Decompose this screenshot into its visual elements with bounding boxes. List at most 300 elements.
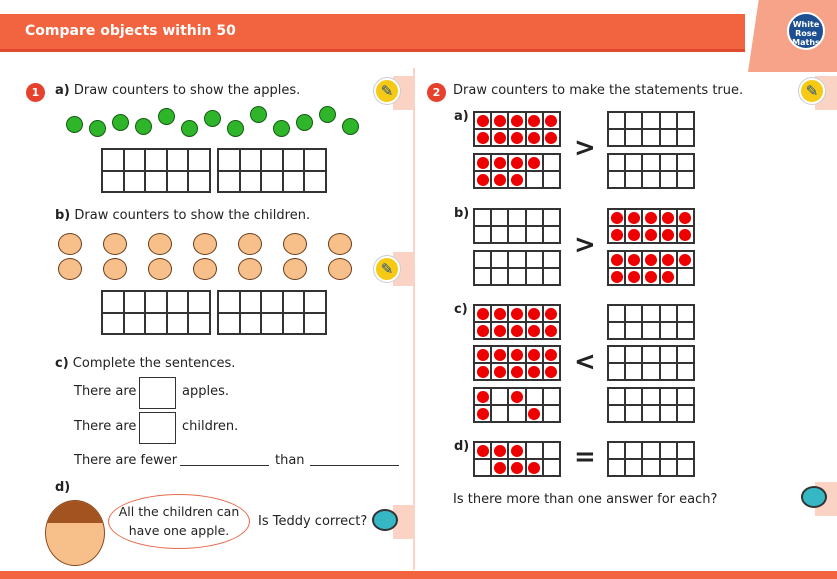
ten-frame-cell[interactable] xyxy=(625,305,642,322)
ten-frame-cell[interactable] xyxy=(660,209,677,226)
ten-frame-cell[interactable] xyxy=(642,322,659,339)
ten-frame-cell[interactable] xyxy=(526,129,543,146)
ten-frame-cell[interactable] xyxy=(608,305,625,322)
teddy-character xyxy=(45,500,105,566)
ten-frame-cell[interactable] xyxy=(474,442,491,459)
counter xyxy=(645,271,657,283)
ten-frame-cell[interactable] xyxy=(608,459,625,476)
ten-frame-cell[interactable] xyxy=(491,154,508,171)
counter xyxy=(645,254,657,266)
counter xyxy=(477,445,489,457)
ten-frame-cell[interactable] xyxy=(526,442,543,459)
apples-answer-box[interactable] xyxy=(139,377,176,409)
children-answer-box[interactable] xyxy=(139,412,176,444)
counter xyxy=(511,366,523,378)
ten-frame-cell[interactable] xyxy=(102,313,124,335)
ten-frame-cell[interactable] xyxy=(240,149,262,171)
ten-frame-cell[interactable] xyxy=(508,388,525,405)
ten-frame-cell[interactable] xyxy=(491,268,508,285)
counter xyxy=(494,174,506,186)
ten-frame-cell[interactable] xyxy=(145,171,167,193)
ten-frame-cell[interactable] xyxy=(677,171,694,188)
ten-frame-cell[interactable] xyxy=(526,388,543,405)
ten-frame-cell[interactable] xyxy=(625,112,642,129)
ten-frame-cell[interactable] xyxy=(543,129,560,146)
ten-frame[interactable] xyxy=(473,250,561,286)
ten-frame-cell[interactable] xyxy=(526,459,543,476)
ten-frame-cell[interactable] xyxy=(660,268,677,285)
ten-frame-cell[interactable] xyxy=(543,405,560,422)
ten-frame[interactable] xyxy=(607,441,695,477)
ten-frame-cell[interactable] xyxy=(526,226,543,243)
ten-frame-cell[interactable] xyxy=(642,305,659,322)
ten-frame-cell[interactable] xyxy=(642,268,659,285)
ten-frame-cell[interactable] xyxy=(304,149,326,171)
ten-frame-cell[interactable] xyxy=(474,129,491,146)
ten-frame-cell[interactable] xyxy=(677,346,694,363)
ten-frame-cell[interactable] xyxy=(188,313,210,335)
logo-text: Maths xyxy=(792,38,820,47)
ten-frame-cell[interactable] xyxy=(642,112,659,129)
q1b-label: b) xyxy=(55,208,71,223)
ten-frame-cell[interactable] xyxy=(642,226,659,243)
q1c-label: c) xyxy=(55,356,69,371)
ten-frame-cell[interactable] xyxy=(526,171,543,188)
ten-frame-cell[interactable] xyxy=(145,313,167,335)
ten-frame[interactable] xyxy=(473,153,561,189)
ten-frame-cell[interactable] xyxy=(491,112,508,129)
q2-part-label: a) xyxy=(454,109,469,124)
counter xyxy=(477,132,489,144)
counter xyxy=(528,325,540,337)
ten-frame-cell[interactable] xyxy=(543,251,560,268)
ten-frame-cell[interactable] xyxy=(677,305,694,322)
ten-frame-cell[interactable] xyxy=(188,171,210,193)
sentence-3-mid: than xyxy=(275,453,305,468)
counter xyxy=(679,229,691,241)
ten-frame-cell[interactable] xyxy=(642,405,659,422)
ten-frame-cell[interactable] xyxy=(283,171,305,193)
counter xyxy=(528,366,540,378)
ten-frame-cell[interactable] xyxy=(508,405,525,422)
ten-frame-cell[interactable] xyxy=(508,305,525,322)
ten-frame[interactable] xyxy=(607,345,695,381)
ten-frame-cell[interactable] xyxy=(508,171,525,188)
ten-frame-cell[interactable] xyxy=(660,442,677,459)
ten-frame-cell[interactable] xyxy=(642,251,659,268)
ten-frame-cell[interactable] xyxy=(608,388,625,405)
pencil-icon: ✎ xyxy=(374,256,400,282)
ten-frame-cell[interactable] xyxy=(102,149,124,171)
ten-frame[interactable] xyxy=(607,111,695,147)
ten-frame-cell[interactable] xyxy=(474,112,491,129)
ten-frame-cell[interactable] xyxy=(677,405,694,422)
ten-frame-cell[interactable] xyxy=(608,268,625,285)
ten-frame-cell[interactable] xyxy=(608,442,625,459)
ten-frame-cell[interactable] xyxy=(543,112,560,129)
apple-icon xyxy=(273,120,290,137)
pencil-icon: ✎ xyxy=(799,78,825,104)
ten-frame[interactable] xyxy=(217,290,327,335)
counter xyxy=(528,408,540,420)
discussion-icon xyxy=(801,486,827,508)
ten-frame[interactable] xyxy=(473,208,561,244)
ten-frame-cell[interactable] xyxy=(660,322,677,339)
counter xyxy=(494,462,506,474)
ten-frame-cell[interactable] xyxy=(508,209,525,226)
ten-frame-cell[interactable] xyxy=(660,459,677,476)
ten-frame-cell[interactable] xyxy=(526,251,543,268)
ten-frame-cell[interactable] xyxy=(625,388,642,405)
ten-frame-cell[interactable] xyxy=(508,346,525,363)
child-face-icon xyxy=(58,258,82,280)
ten-frame-cell[interactable] xyxy=(526,363,543,380)
ten-frame-cell[interactable] xyxy=(608,209,625,226)
counter xyxy=(545,349,557,361)
ten-frame[interactable] xyxy=(607,153,695,189)
ten-frame-cell[interactable] xyxy=(474,388,491,405)
page-title: Compare objects within 50 xyxy=(25,23,236,39)
ten-frame-cell[interactable] xyxy=(474,154,491,171)
ten-frame-cell[interactable] xyxy=(218,291,240,313)
counter xyxy=(477,391,489,403)
child-face-icon xyxy=(328,233,352,255)
counter xyxy=(511,349,523,361)
ten-frame-cell[interactable] xyxy=(526,268,543,285)
ten-frame-cell[interactable] xyxy=(608,154,625,171)
ten-frame-cell[interactable] xyxy=(474,171,491,188)
ten-frame-cell[interactable] xyxy=(474,322,491,339)
ten-frame-cell[interactable] xyxy=(660,154,677,171)
ten-frame-cell[interactable] xyxy=(543,388,560,405)
ten-frame-cell[interactable] xyxy=(508,363,525,380)
ten-frame-cell[interactable] xyxy=(474,209,491,226)
ten-frame-cell[interactable] xyxy=(124,149,146,171)
ten-frame-cell[interactable] xyxy=(608,112,625,129)
counter xyxy=(477,325,489,337)
counter xyxy=(528,132,540,144)
ten-frame-cell[interactable] xyxy=(474,305,491,322)
ten-frame-cell[interactable] xyxy=(625,459,642,476)
ten-frame-cell[interactable] xyxy=(543,305,560,322)
ten-frame-cell[interactable] xyxy=(188,149,210,171)
ten-frame-cell[interactable] xyxy=(474,363,491,380)
ten-frame-cell[interactable] xyxy=(677,129,694,146)
ten-frame-cell[interactable] xyxy=(508,154,525,171)
ten-frame-cell[interactable] xyxy=(660,112,677,129)
ten-frame-cell[interactable] xyxy=(543,442,560,459)
ten-frame-cell[interactable] xyxy=(474,459,491,476)
ten-frame-cell[interactable] xyxy=(167,291,189,313)
ten-frame-cell[interactable] xyxy=(283,149,305,171)
ten-frame-cell[interactable] xyxy=(543,209,560,226)
ten-frame-cell[interactable] xyxy=(677,251,694,268)
child-face-icon xyxy=(103,258,127,280)
ten-frame-cell[interactable] xyxy=(625,226,642,243)
ten-frame-cell[interactable] xyxy=(304,313,326,335)
apple-icon xyxy=(227,120,244,137)
ten-frame[interactable] xyxy=(607,208,695,244)
counter xyxy=(662,254,674,266)
ten-frame-cell[interactable] xyxy=(508,268,525,285)
ten-frame-cell[interactable] xyxy=(491,251,508,268)
ten-frame-cell[interactable] xyxy=(642,129,659,146)
ten-frame-cell[interactable] xyxy=(677,442,694,459)
ten-frame[interactable] xyxy=(473,387,561,423)
ten-frame-cell[interactable] xyxy=(124,171,146,193)
ten-frame-cell[interactable] xyxy=(145,291,167,313)
ten-frame-cell[interactable] xyxy=(261,313,283,335)
ten-frame-cell[interactable] xyxy=(608,405,625,422)
counter xyxy=(545,366,557,378)
ten-frame-cell[interactable] xyxy=(304,291,326,313)
ten-frame-cell[interactable] xyxy=(526,209,543,226)
sentence-2-pre: There are xyxy=(74,419,137,434)
q2-part-label: c) xyxy=(454,302,468,317)
ten-frame-cell[interactable] xyxy=(642,363,659,380)
ten-frame-cell[interactable] xyxy=(491,459,508,476)
ten-frame-cell[interactable] xyxy=(608,251,625,268)
counter xyxy=(477,115,489,127)
ten-frame-cell[interactable] xyxy=(660,129,677,146)
ten-frame-cell[interactable] xyxy=(608,346,625,363)
speech-bubble: All the children can have one apple. xyxy=(108,494,250,549)
ten-frame-cell[interactable] xyxy=(660,346,677,363)
ten-frame-cell[interactable] xyxy=(491,442,508,459)
ten-frame-cell[interactable] xyxy=(474,346,491,363)
ten-frame-cell[interactable] xyxy=(677,112,694,129)
ten-frame-cell[interactable] xyxy=(261,149,283,171)
ten-frame-cell[interactable] xyxy=(677,226,694,243)
ten-frame-cell[interactable] xyxy=(608,129,625,146)
counter xyxy=(628,271,640,283)
ten-frame-cell[interactable] xyxy=(167,149,189,171)
child-face-icon xyxy=(193,233,217,255)
ten-frame-cell[interactable] xyxy=(304,171,326,193)
ten-frame-cell[interactable] xyxy=(677,154,694,171)
ten-frame-cell[interactable] xyxy=(508,226,525,243)
ten-frame-cell[interactable] xyxy=(677,363,694,380)
sentence-1-post: apples. xyxy=(182,384,229,399)
ten-frame-cell[interactable] xyxy=(642,388,659,405)
ten-frame-cell[interactable] xyxy=(167,313,189,335)
ten-frame-cell[interactable] xyxy=(474,226,491,243)
ten-frame-cell[interactable] xyxy=(677,268,694,285)
ten-frame-cell[interactable] xyxy=(543,154,560,171)
answer-line-1[interactable] xyxy=(180,465,269,466)
counter xyxy=(545,115,557,127)
apple-icon xyxy=(319,106,336,123)
ten-frame-cell[interactable] xyxy=(491,226,508,243)
ten-frame-cell[interactable] xyxy=(491,209,508,226)
counter xyxy=(545,325,557,337)
ten-frame-cell[interactable] xyxy=(642,171,659,188)
ten-frame-cell[interactable] xyxy=(642,346,659,363)
ten-frame-cell[interactable] xyxy=(526,322,543,339)
ten-frame-cell[interactable] xyxy=(625,251,642,268)
ten-frame-cell[interactable] xyxy=(124,291,146,313)
ten-frame-cell[interactable] xyxy=(526,154,543,171)
ten-frame-cell[interactable] xyxy=(543,226,560,243)
counter xyxy=(477,157,489,169)
ten-frame-cell[interactable] xyxy=(145,149,167,171)
question-number-2: 2 xyxy=(427,83,446,102)
ten-frame-cell[interactable] xyxy=(660,226,677,243)
ten-frame-cell[interactable] xyxy=(508,112,525,129)
ten-frame-cell[interactable] xyxy=(543,346,560,363)
ten-frame-cell[interactable] xyxy=(660,305,677,322)
ten-frame-cell[interactable] xyxy=(491,363,508,380)
ten-frame-cell[interactable] xyxy=(508,459,525,476)
ten-frame-cell[interactable] xyxy=(543,171,560,188)
ten-frame-cell[interactable] xyxy=(625,346,642,363)
ten-frame-cell[interactable] xyxy=(608,363,625,380)
ten-frame-cell[interactable] xyxy=(677,388,694,405)
ten-frame-cell[interactable] xyxy=(508,442,525,459)
ten-frame-cell[interactable] xyxy=(543,459,560,476)
ten-frame[interactable] xyxy=(473,345,561,381)
ten-frame-cell[interactable] xyxy=(660,388,677,405)
ten-frame-cell[interactable] xyxy=(625,442,642,459)
ten-frame-cell[interactable] xyxy=(660,405,677,422)
ten-frame-cell[interactable] xyxy=(491,322,508,339)
counter xyxy=(511,115,523,127)
ten-frame[interactable] xyxy=(473,304,561,340)
counter xyxy=(511,391,523,403)
children-group xyxy=(58,233,368,283)
ten-frame-cell[interactable] xyxy=(608,226,625,243)
apple-icon xyxy=(296,114,313,131)
ten-frame-cell[interactable] xyxy=(660,171,677,188)
ten-frame-cell[interactable] xyxy=(625,405,642,422)
ten-frame-cell[interactable] xyxy=(543,363,560,380)
ten-frame-cell[interactable] xyxy=(642,442,659,459)
counter xyxy=(511,174,523,186)
ten-frame-cell[interactable] xyxy=(677,322,694,339)
ten-frame-cell[interactable] xyxy=(625,209,642,226)
ten-frame-cell[interactable] xyxy=(608,322,625,339)
ten-frame-cell[interactable] xyxy=(491,129,508,146)
ten-frame-cell[interactable] xyxy=(124,313,146,335)
ten-frame-cell[interactable] xyxy=(660,251,677,268)
sentence-2-post: children. xyxy=(182,419,239,434)
counter xyxy=(611,271,623,283)
ten-frame-cell[interactable] xyxy=(625,268,642,285)
ten-frame-cell[interactable] xyxy=(608,171,625,188)
sentence-3-pre: There are fewer xyxy=(74,453,178,468)
q1c-prompt xyxy=(55,356,235,371)
counter xyxy=(545,308,557,320)
ten-frame[interactable] xyxy=(607,250,695,286)
ten-frame-cell[interactable] xyxy=(508,251,525,268)
ten-frame-cell[interactable] xyxy=(677,459,694,476)
ten-frame-cell[interactable] xyxy=(218,313,240,335)
ten-frame-cell[interactable] xyxy=(261,171,283,193)
ten-frame-cell[interactable] xyxy=(642,209,659,226)
comparison-sign: = xyxy=(574,442,596,472)
ten-frame[interactable] xyxy=(473,441,561,477)
counter xyxy=(611,254,623,266)
ten-frame-cell[interactable] xyxy=(642,154,659,171)
ten-frame-cell[interactable] xyxy=(526,405,543,422)
ten-frame-cell[interactable] xyxy=(491,346,508,363)
ten-frame-cell[interactable] xyxy=(508,129,525,146)
counter xyxy=(494,349,506,361)
counter xyxy=(511,132,523,144)
counter xyxy=(494,445,506,457)
sentence-1-pre: There are xyxy=(74,384,137,399)
ten-frame-cell[interactable] xyxy=(240,291,262,313)
ten-frame-cell[interactable] xyxy=(526,305,543,322)
ten-frame[interactable] xyxy=(473,111,561,147)
ten-frame-cell[interactable] xyxy=(625,363,642,380)
ten-frame-cell[interactable] xyxy=(642,459,659,476)
ten-frame-cell[interactable] xyxy=(261,291,283,313)
counter xyxy=(477,366,489,378)
ten-frame-cell[interactable] xyxy=(102,291,124,313)
ten-frame-cell[interactable] xyxy=(625,154,642,171)
ten-frame-cell[interactable] xyxy=(283,291,305,313)
ten-frame-cell[interactable] xyxy=(543,322,560,339)
counter xyxy=(611,229,623,241)
ten-frame[interactable] xyxy=(607,304,695,340)
ten-frame[interactable] xyxy=(101,148,211,193)
ten-frame-cell[interactable] xyxy=(491,405,508,422)
ten-frame-cell[interactable] xyxy=(474,405,491,422)
ten-frame-cell[interactable] xyxy=(491,171,508,188)
column-divider xyxy=(413,68,415,570)
ten-frame-cell[interactable] xyxy=(188,291,210,313)
teddy-hair xyxy=(46,501,105,523)
ten-frame[interactable] xyxy=(607,387,695,423)
ten-frame-cell[interactable] xyxy=(491,305,508,322)
q1a-text: Draw counters to show the apples. xyxy=(73,83,301,98)
logo-text: White xyxy=(792,20,820,29)
q2-footer-question: Is there more than one answer for each? xyxy=(453,492,718,507)
ten-frame-cell[interactable] xyxy=(240,171,262,193)
ten-frame-cell[interactable] xyxy=(508,322,525,339)
ten-frame-cell[interactable] xyxy=(526,112,543,129)
apple-icon xyxy=(158,108,175,125)
ten-frame-cell[interactable] xyxy=(677,209,694,226)
ten-frame[interactable] xyxy=(217,148,327,193)
ten-frame-cell[interactable] xyxy=(625,171,642,188)
ten-frame-cell[interactable] xyxy=(167,171,189,193)
ten-frame-cell[interactable] xyxy=(543,268,560,285)
ten-frame-cell[interactable] xyxy=(218,171,240,193)
child-face-icon xyxy=(238,233,262,255)
ten-frame-cell[interactable] xyxy=(218,149,240,171)
discussion-icon xyxy=(372,509,398,531)
ten-frame-cell[interactable] xyxy=(474,268,491,285)
ten-frame-cell[interactable] xyxy=(625,322,642,339)
ten-frame[interactable] xyxy=(101,290,211,335)
answer-line-2[interactable] xyxy=(310,465,399,466)
counter xyxy=(628,229,640,241)
ten-frame-cell[interactable] xyxy=(240,313,262,335)
ten-frame-cell[interactable] xyxy=(660,363,677,380)
ten-frame-cell[interactable] xyxy=(474,251,491,268)
ten-frame-cell[interactable] xyxy=(625,129,642,146)
footer-bar xyxy=(0,571,837,579)
ten-frame-cell[interactable] xyxy=(491,388,508,405)
ten-frame-cell[interactable] xyxy=(283,313,305,335)
ten-frame-cell[interactable] xyxy=(102,171,124,193)
ten-frame-cell[interactable] xyxy=(526,346,543,363)
counter xyxy=(511,445,523,457)
child-face-icon xyxy=(148,258,172,280)
counter xyxy=(528,349,540,361)
